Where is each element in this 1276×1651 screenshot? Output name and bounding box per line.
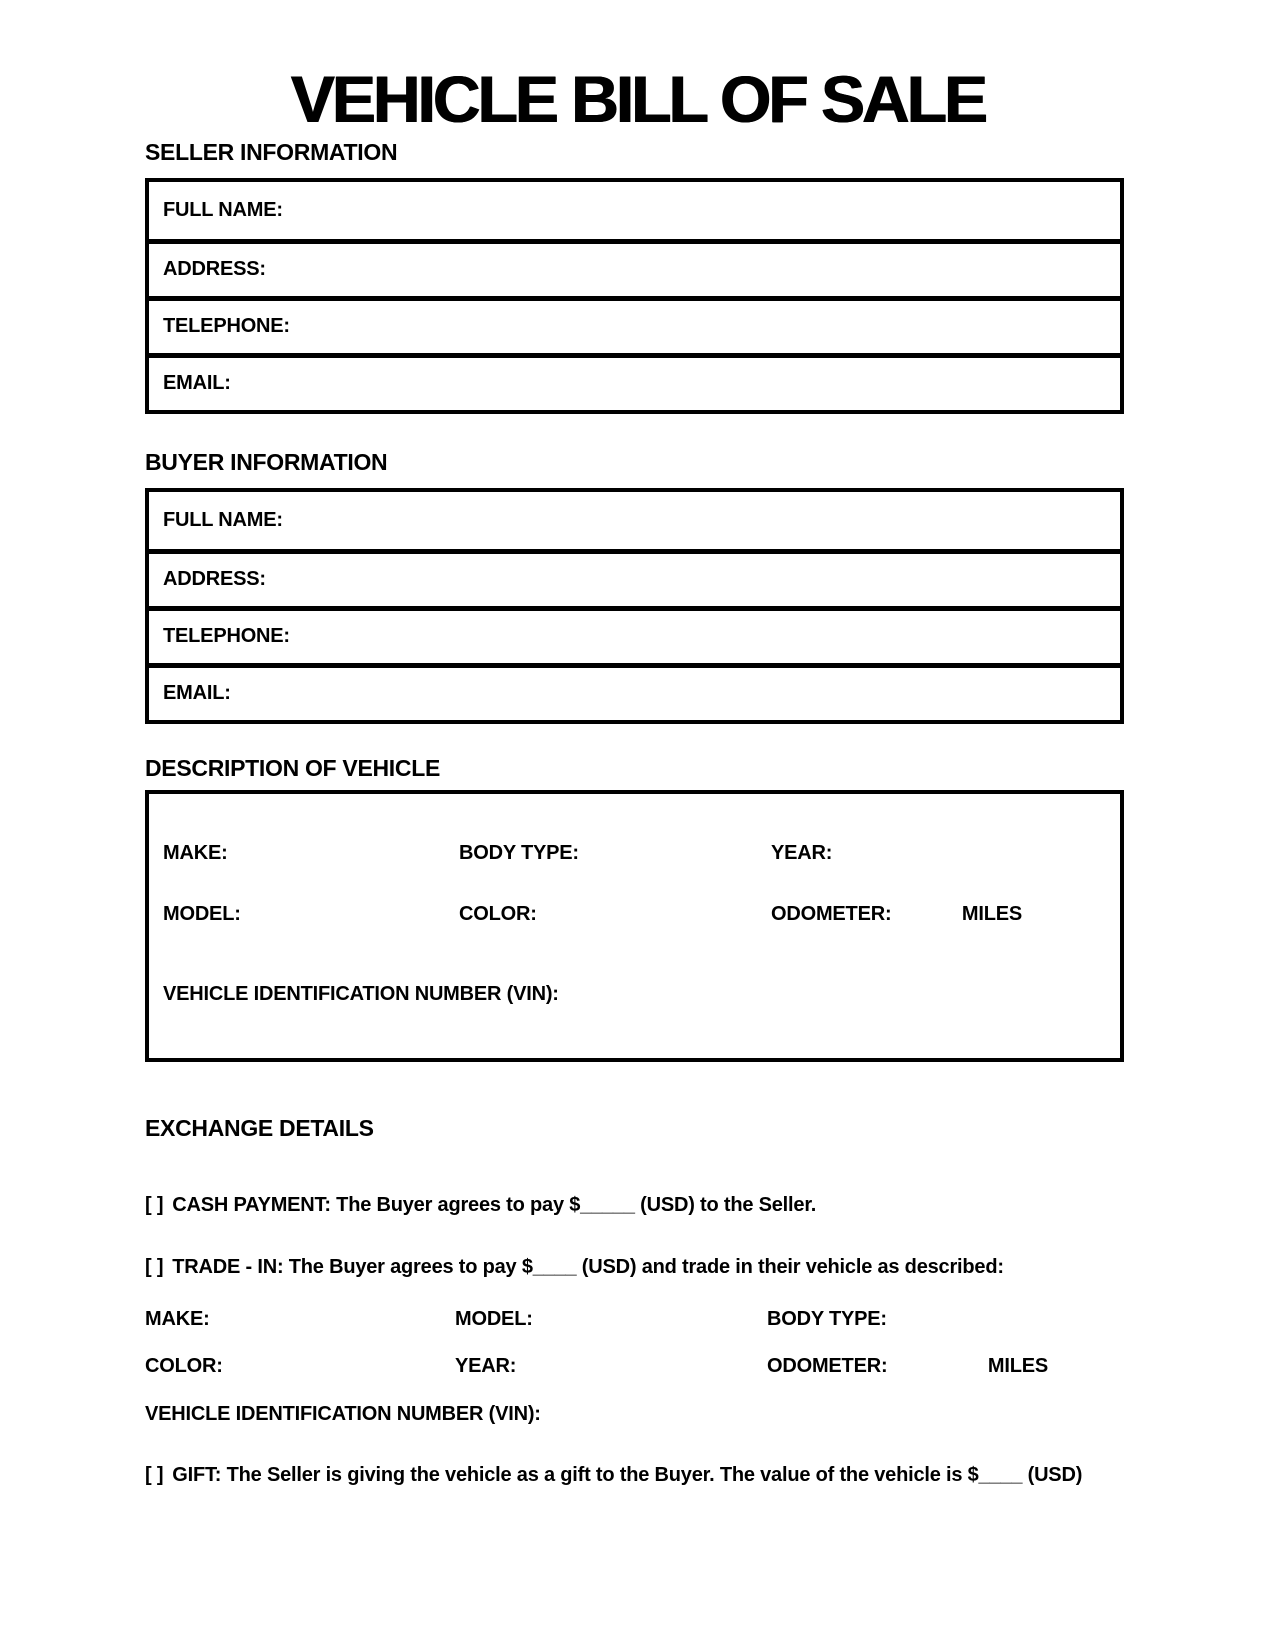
seller-address-label: ADDRESS: [163, 258, 266, 281]
seller-address-field[interactable] [266, 244, 1106, 296]
buyer-telephone-field[interactable] [290, 611, 1106, 663]
gift-text: GIFT: The Seller is giving the vehicle as a gift to the Buyer. The value of the vehicle is $____ (USD) [172, 1463, 1083, 1486]
vehicle-vin-row [163, 983, 1106, 1006]
table-row [149, 182, 1120, 239]
trade-make-label: MAKE: [145, 1307, 210, 1330]
vehicle-make-cell [163, 842, 459, 865]
buyer-email-label: EMAIL: [163, 682, 231, 705]
table-row [149, 492, 1120, 549]
trade-in-text: TRADE - IN: The Buyer agrees to pay $____ (USD) and trade in their vehicle as described: [172, 1255, 1004, 1278]
trade-model-label: MODEL: [455, 1307, 533, 1330]
vehicle-body-type-cell [459, 842, 771, 865]
trade-vin-row [145, 1403, 1124, 1426]
buyer-full-name-label: FULL NAME: [163, 508, 283, 531]
gift-checkbox[interactable]: [ ] [145, 1463, 164, 1486]
trade-in-row-2 [145, 1355, 1124, 1379]
seller-full-name-field[interactable] [283, 182, 1106, 239]
table-row [149, 296, 1120, 353]
trade-odometer-cell [767, 1355, 1124, 1379]
buyer-section-heading: BUYER INFORMATION [145, 448, 388, 475]
cash-payment-text: CASH PAYMENT: The Buyer agrees to pay $_____ (USD) to the Seller. [172, 1193, 817, 1216]
trade-year-cell [455, 1355, 767, 1378]
vehicle-model-label: MODEL: [163, 903, 241, 926]
trade-in-option [145, 1254, 1124, 1280]
trade-body-type-label: BODY TYPE: [767, 1307, 887, 1330]
buyer-telephone-label: TELEPHONE: [163, 625, 290, 648]
spacer [1048, 1355, 1124, 1379]
seller-telephone-label: TELEPHONE: [163, 315, 290, 338]
seller-info-box [145, 178, 1124, 414]
trade-miles-label: MILES [987, 1355, 1048, 1378]
vehicle-make-label: MAKE: [163, 841, 228, 864]
trade-odometer-label: ODOMETER: [767, 1355, 888, 1378]
cash-payment-option [145, 1192, 1124, 1218]
vehicle-year-cell [771, 842, 1106, 865]
seller-full-name-label: FULL NAME: [163, 198, 283, 221]
table-row [149, 663, 1120, 720]
vehicle-odometer-cell [771, 903, 1106, 927]
vehicle-color-label: COLOR: [459, 903, 537, 926]
cash-payment-checkbox[interactable]: [ ] [145, 1193, 164, 1216]
vehicle-row-1 [163, 842, 1106, 865]
vehicle-row-2 [163, 903, 1106, 927]
table-row [149, 606, 1120, 663]
vehicle-description-box [145, 790, 1124, 1062]
buyer-full-name-field[interactable] [283, 492, 1106, 549]
trade-make-cell [145, 1308, 455, 1331]
trade-in-row-1 [145, 1308, 1124, 1331]
gift-option [145, 1462, 1124, 1488]
trade-in-checkbox[interactable]: [ ] [145, 1255, 164, 1278]
trade-body-type-cell [767, 1308, 1124, 1331]
vehicle-color-cell [459, 903, 771, 926]
trade-color-label: COLOR: [145, 1355, 223, 1378]
vehicle-section-heading: DESCRIPTION OF VEHICLE [145, 754, 440, 781]
vehicle-body-type-label: BODY TYPE: [459, 841, 579, 864]
seller-telephone-field[interactable] [290, 301, 1106, 353]
document-body [0, 138, 1276, 1488]
buyer-email-field[interactable] [231, 668, 1106, 720]
spacer [1022, 903, 1106, 927]
trade-model-cell [455, 1308, 767, 1331]
exchange-section-heading: EXCHANGE DETAILS [145, 1114, 374, 1141]
buyer-address-field[interactable] [266, 554, 1106, 606]
table-row [149, 239, 1120, 296]
table-row [149, 353, 1120, 410]
vehicle-model-cell [163, 903, 459, 926]
buyer-address-label: ADDRESS: [163, 568, 266, 591]
buyer-info-box [145, 488, 1124, 724]
page-title: VEHICLE BILL OF SALE [290, 62, 986, 136]
vehicle-odometer-label: ODOMETER: [771, 903, 892, 926]
trade-color-cell [145, 1355, 455, 1378]
trade-vin-label: VEHICLE IDENTIFICATION NUMBER (VIN): [145, 1402, 541, 1425]
vehicle-vin-label: VEHICLE IDENTIFICATION NUMBER (VIN): [163, 982, 559, 1005]
trade-year-label: YEAR: [455, 1355, 517, 1378]
vehicle-miles-label: MILES [961, 903, 1022, 926]
seller-email-field[interactable] [231, 358, 1106, 410]
seller-section-heading: SELLER INFORMATION [145, 138, 398, 165]
table-row [149, 549, 1120, 606]
seller-email-label: EMAIL: [163, 372, 231, 395]
vehicle-year-label: YEAR: [771, 841, 833, 864]
